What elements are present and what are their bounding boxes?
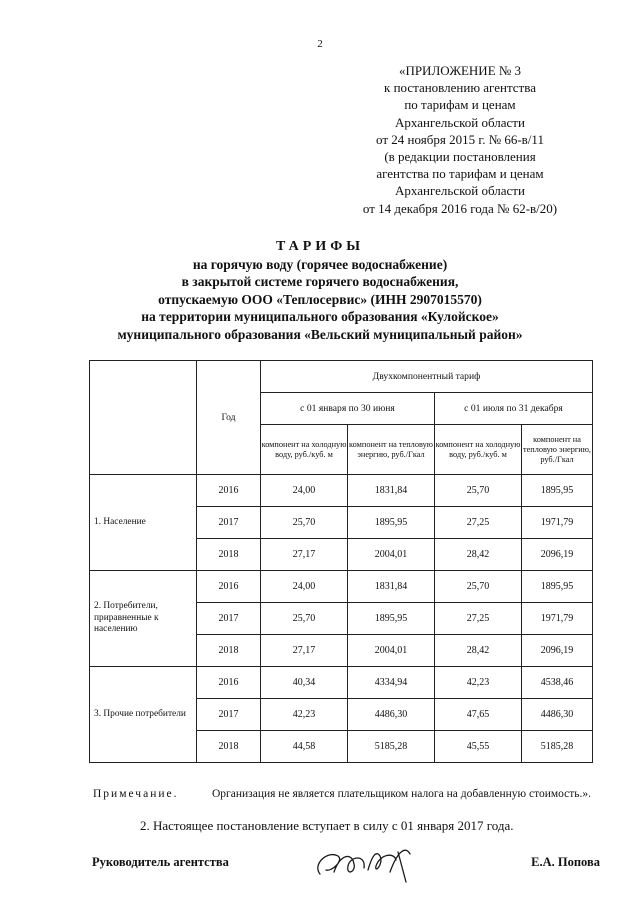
period-header: с 01 июля по 31 декабря xyxy=(435,393,593,425)
effective-clause: 2. Настоящее постановление вступает в силу с 01 января 2017 года. xyxy=(140,818,514,833)
year-cell: 2017 xyxy=(197,507,261,539)
category-cell: 3. Прочие потребители xyxy=(90,667,197,763)
value-cell: 2004,01 xyxy=(348,539,435,571)
value-cell: 1831,84 xyxy=(348,571,435,603)
component-header: компонент на холодную воду, руб./куб. м xyxy=(261,425,348,475)
value-cell: 1895,95 xyxy=(522,475,593,507)
title-line: муниципального образования «Вельский муниципальный район» xyxy=(117,326,523,342)
value-cell: 45,55 xyxy=(435,731,522,763)
note xyxy=(93,786,598,802)
value-cell: 5185,28 xyxy=(348,731,435,763)
title-line: в закрытой системе горячего водоснабжения, xyxy=(181,274,459,290)
value-cell: 2096,19 xyxy=(522,635,593,667)
value-cell: 28,42 xyxy=(435,635,522,667)
period-header: с 01 января по 30 июня xyxy=(261,393,435,425)
value-cell: 24,00 xyxy=(261,571,348,603)
value-cell: 25,70 xyxy=(435,571,522,603)
appendix-line: Архангельской области xyxy=(395,183,525,199)
component-header: компонент на тепловую энергию, руб./Гкал xyxy=(348,425,435,475)
signature-image xyxy=(310,842,420,888)
value-cell: 1971,79 xyxy=(522,603,593,635)
value-cell: 24,00 xyxy=(261,475,348,507)
title-line: на территории муниципального образования «Кулойское» xyxy=(141,309,499,325)
year-cell: 2018 xyxy=(197,731,261,763)
category-cell: 1. Население xyxy=(90,475,197,571)
value-cell: 27,25 xyxy=(435,507,522,539)
table-row xyxy=(90,571,593,603)
value-cell: 44,58 xyxy=(261,731,348,763)
value-cell: 4334,94 xyxy=(348,667,435,699)
year-cell: 2018 xyxy=(197,635,261,667)
value-cell: 27,17 xyxy=(261,635,348,667)
value-cell: 25,70 xyxy=(261,507,348,539)
year-cell: 2017 xyxy=(197,699,261,731)
value-cell: 4486,30 xyxy=(522,699,593,731)
year-cell: 2016 xyxy=(197,667,261,699)
value-cell: 27,17 xyxy=(261,539,348,571)
two-component-header: Двухкомпонентный тариф xyxy=(261,361,593,393)
value-cell: 1971,79 xyxy=(522,507,593,539)
appendix-line: по тарифам и ценам xyxy=(404,97,516,113)
value-cell: 1895,95 xyxy=(348,507,435,539)
signatory-name: Е.А. Попова xyxy=(531,855,600,869)
value-cell: 5185,28 xyxy=(522,731,593,763)
signatory-title: Руководитель агентства xyxy=(92,855,229,869)
year-cell: 2018 xyxy=(197,539,261,571)
title-line: на горячую воду (горячее водоснабжение) xyxy=(192,256,448,272)
value-cell: 1895,95 xyxy=(348,603,435,635)
value-cell: 28,42 xyxy=(435,539,522,571)
year-cell: 2016 xyxy=(197,571,261,603)
value-cell: 42,23 xyxy=(435,667,522,699)
table-row xyxy=(90,667,593,699)
value-cell: 2004,01 xyxy=(348,635,435,667)
value-cell: 1831,84 xyxy=(348,475,435,507)
table-row xyxy=(90,475,593,507)
component-header: компонент на холодную воду, руб./куб. м xyxy=(435,425,522,475)
value-cell: 25,70 xyxy=(261,603,348,635)
category-cell: 2. Потребители, приравненные к населению xyxy=(90,571,197,667)
appendix-line: агентства по тарифам и ценам xyxy=(376,166,544,182)
value-cell: 25,70 xyxy=(435,475,522,507)
note-label: Примечание. xyxy=(93,788,179,800)
value-cell: 2096,19 xyxy=(522,539,593,571)
value-cell: 1895,95 xyxy=(522,571,593,603)
tariff-table xyxy=(89,360,593,763)
year-cell: 2017 xyxy=(197,603,261,635)
appendix-line: от 24 ноября 2015 г. № 66-в/11 xyxy=(376,131,544,147)
value-cell: 47,65 xyxy=(435,699,522,731)
appendix-line: к постановлению агентства xyxy=(384,80,536,96)
component-header: компонент на тепловую энергию, руб./Гкал xyxy=(522,425,593,475)
document-title xyxy=(0,238,640,344)
note-text: Организация не является плательщиком налога на добавленную стоимость.». xyxy=(212,788,592,800)
signature-row xyxy=(92,850,600,890)
year-header: Год xyxy=(197,361,261,475)
appendix-line: (в редакции постановления xyxy=(384,149,536,165)
appendix-line: «ПРИЛОЖЕНИЕ № 3 xyxy=(398,63,522,78)
appendix-reference xyxy=(340,62,580,217)
appendix-line: от 14 декабря 2016 года № 62-в/20) xyxy=(362,200,558,216)
year-cell: 2016 xyxy=(197,475,261,507)
value-cell: 27,25 xyxy=(435,603,522,635)
value-cell: 4538,46 xyxy=(522,667,593,699)
value-cell: 4486,30 xyxy=(348,699,435,731)
title-heading: ТАРИФЫ xyxy=(276,239,364,254)
title-line: отпускаемую ООО «Теплосервис» (ИНН 2907015570) xyxy=(158,291,482,307)
page-number: 2 xyxy=(317,38,323,50)
category-header-cell xyxy=(90,361,197,475)
value-cell: 40,34 xyxy=(261,667,348,699)
value-cell: 42,23 xyxy=(261,699,348,731)
appendix-line: Архангельской области xyxy=(395,114,525,130)
